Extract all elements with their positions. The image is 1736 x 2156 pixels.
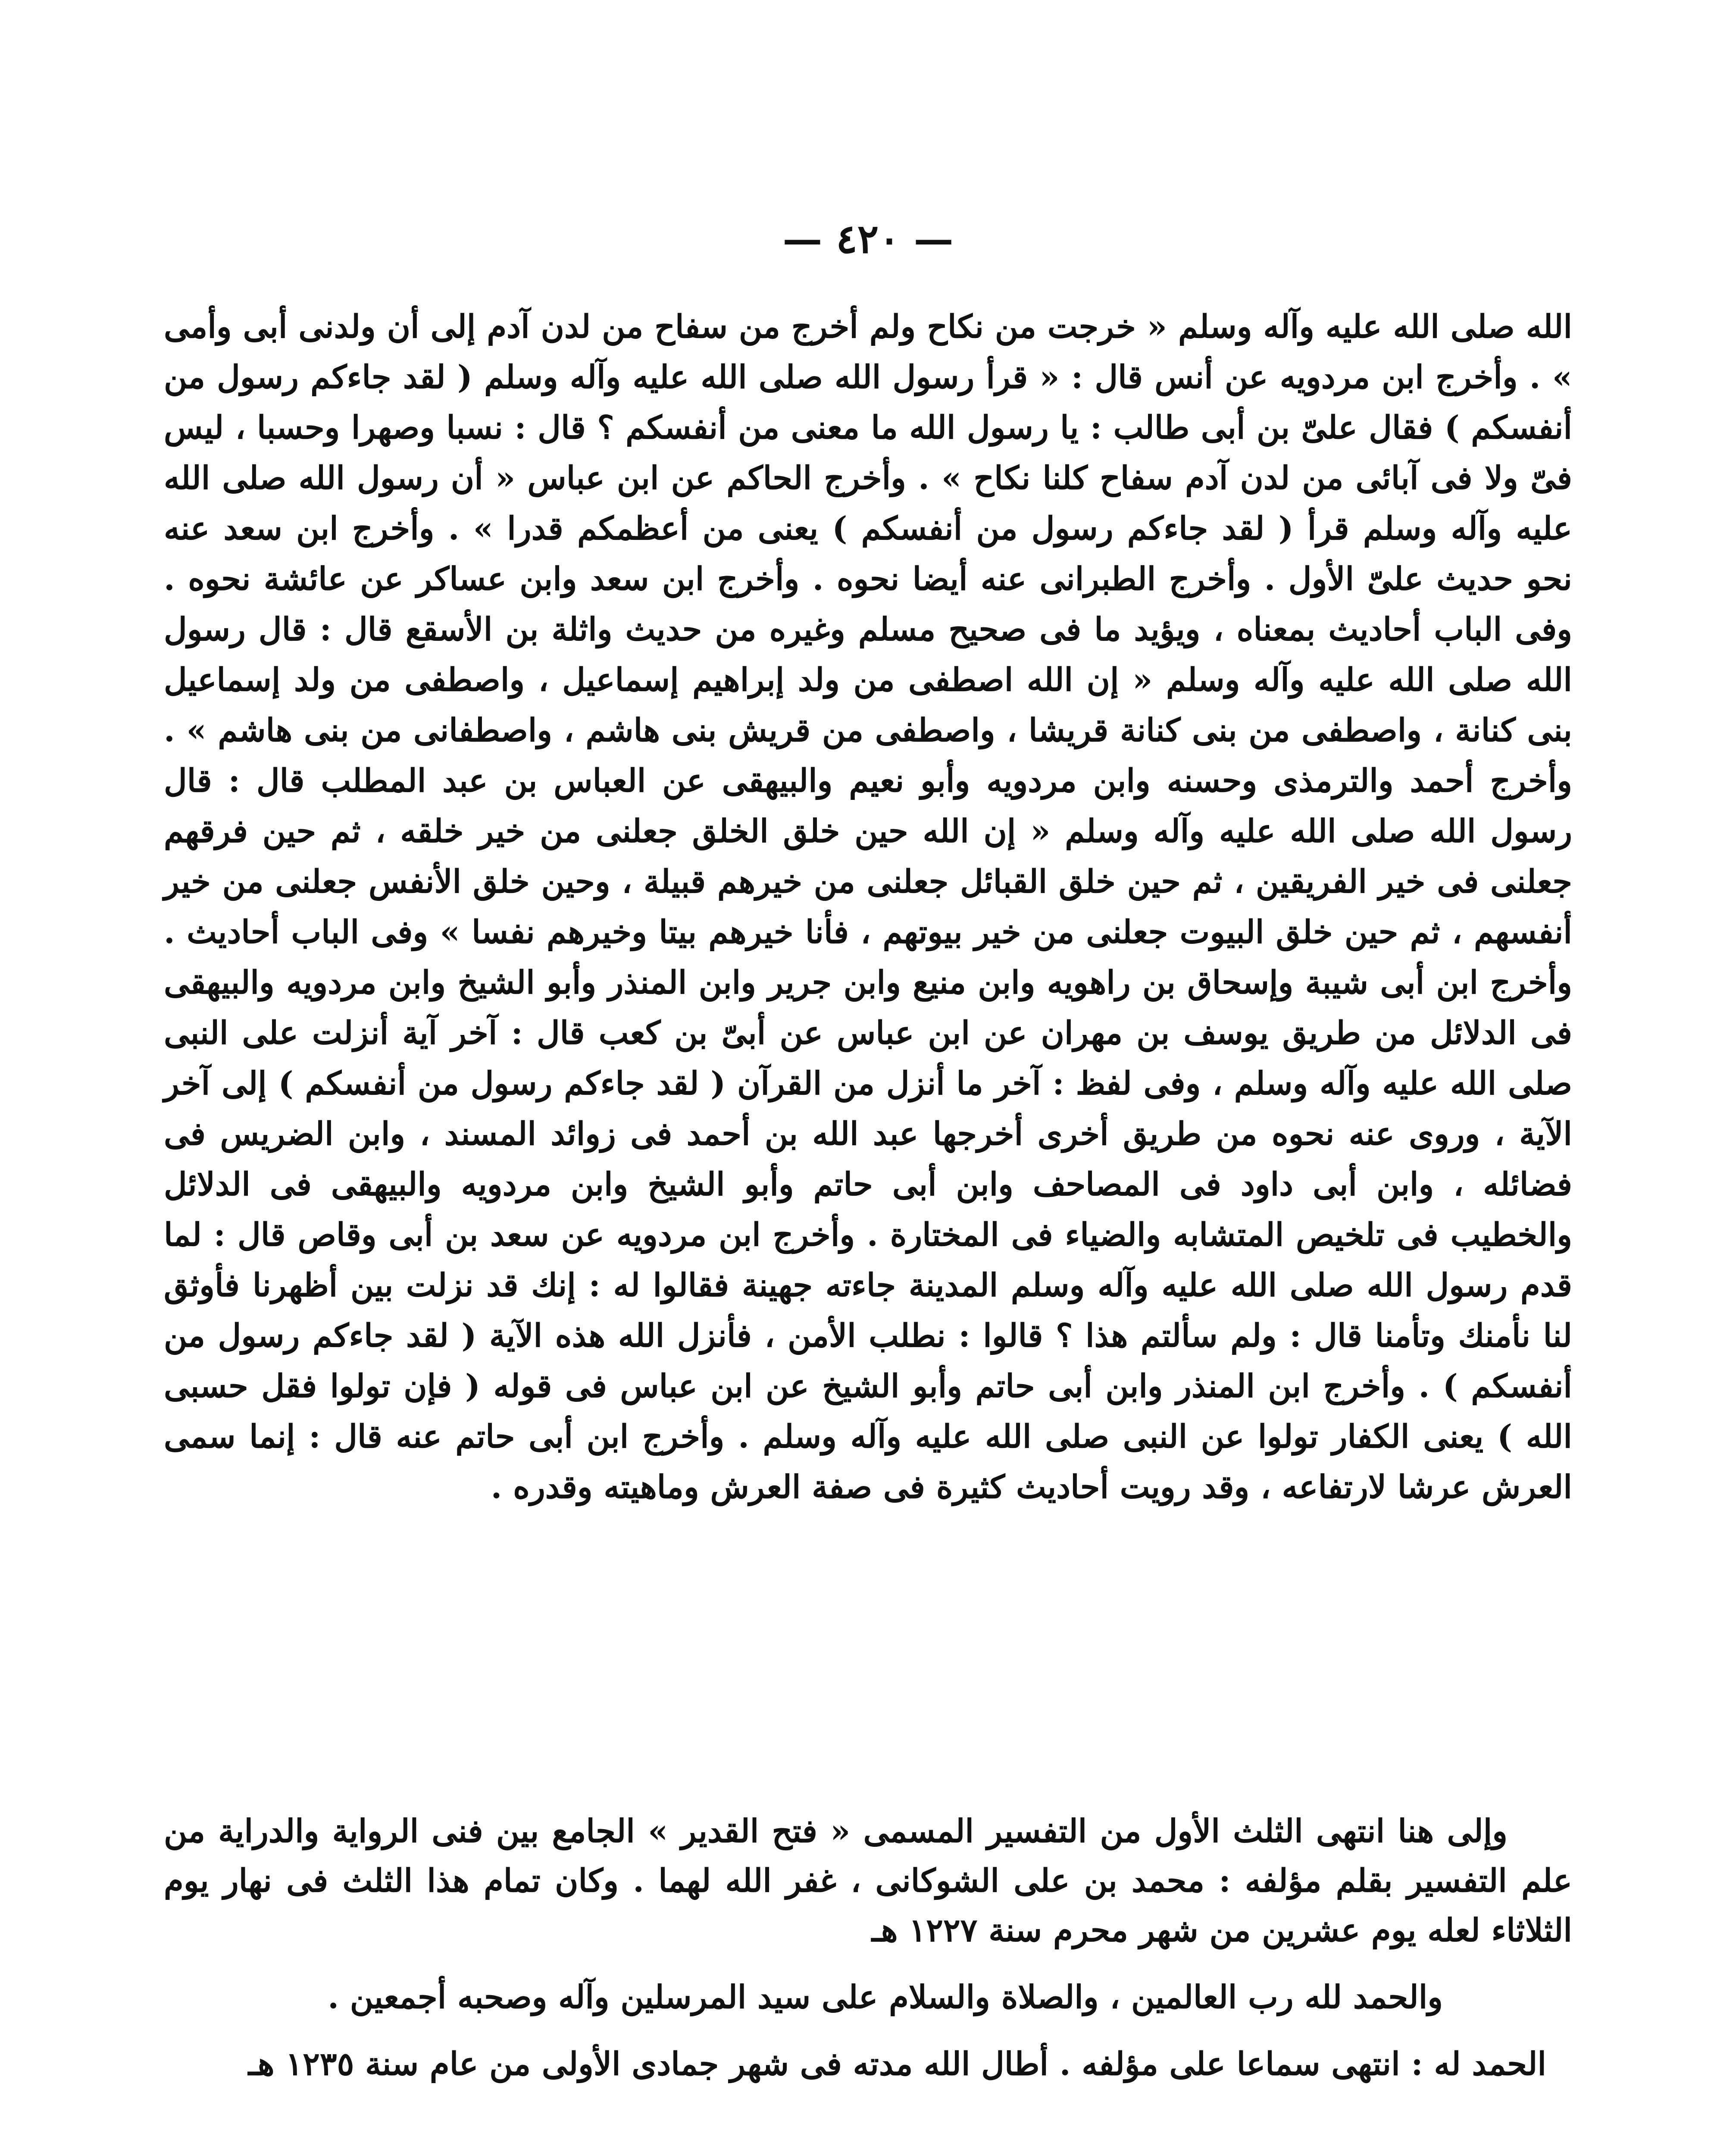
body-text: [164, 302, 1572, 1513]
colophon-completion-note: وإلى هنا انتهى الثلث الأول من التفسير المسمى « فتح القدير » الجامع بين فنى الرواية والدراية من علم التفسير بقلم مؤلفه : محمد بن على الشوكانى ، غفر الله لهما . وكان تمام هذا الثلث فى نهار يوم الثلاثاء لعله يوم عشرين من شهر محرم سنة ١٢٢٧ هـ: [164, 1813, 1572, 1949]
colophon: [164, 1807, 1572, 2089]
colophon-hearing-note: الحمد له : انتهى سماعا على مؤلفه . أطال الله مدته فى شهر جمادى الأولى من عام سنة ١٢٣٥ هـ: [248, 2046, 1546, 2083]
page-number: — ٤٢٠ —: [782, 216, 954, 262]
body-paragraph: الله صلى الله عليه وآله وسلم « خرجت من نكاح ولم أخرج من سفاح من لدن آدم إلى أن ولدنى أبى وأمى » . وأخرج ابن مردويه عن أنس قال : « قرأ رسول الله صلى الله عليه وآله وسلم ( لقد جاءكم رسول من أنفسكم ) فقال علىّ بن أبى طالب : يا رسول الله ما معنى من أنفسكم ؟ قال : نسبا وصهرا وحسبا ، ليس فىّ ولا فى آبائى من لدن آدم سفاح كلنا نكاح » . وأخرج الحاكم عن ابن عباس « أن رسول الله صلى الله عليه وآله وسلم قرأ ( لقد جاءكم رسول من أنفسكم ) يعنى من أعظمكم قدرا » . وأخرج ابن سعد عنه نحو حديث علىّ الأول . وأخرج الطبرانى عنه أيضا نحوه . وأخرج ابن سعد وابن عساكر عن عائشة نحوه . وفى الباب أحاديث بمعناه ، ويؤيد ما فى صحيح مسلم وغيره من حديث واثلة بن الأسقع قال : قال رسول الله صلى الله عليه وآله وسلم « إن الله اصطفى من ولد إبراهيم إسماعيل ، واصطفى من ولد إسماعيل بنى كنانة ، واصطفى من بنى كنانة قريشا ، واصطفى من قريش بنى هاشم ، واصطفانى من بنى هاشم » . وأخرج أحمد والترمذى وحسنه وابن مردويه وأبو نعيم والبيهقى عن العباس بن عبد المطلب قال : قال رسول الله صلى الله عليه وآله وسلم « إن الله حين خلق الخلق جعلنى من خير خلقه ، ثم حين فرقهم جعلنى فى خير الفريقين ، ثم حين خلق القبائل جعلنى من خيرهم قبيلة ، وحين خلق الأنفس جعلنى من خير أنفسهم ، ثم حين خلق البيوت جعلنى من خير بيوتهم ، فأنا خيرهم بيتا وخيرهم نفسا » وفى الباب أحاديث . وأخرج ابن أبى شيبة وإسحاق بن راهويه وابن منيع وابن جرير وابن المنذر وأبو الشيخ وابن مردويه والبيهقى فى الدلائل من طريق يوسف بن مهران عن ابن عباس عن أبىّ بن كعب قال : آخر آية أنزلت على النبى صلى الله عليه وآله وسلم ، وفى لفظ : آخر ما أنزل من القرآن ( لقد جاءكم رسول من أنفسكم ) إلى آخر الآية ، وروى عنه نحوه من طريق أخرى أخرجها عبد الله بن أحمد فى زوائد المسند ، وابن الضريس فى فضائله ، وابن أبى داود فى المصاحف وابن أبى حاتم وأبو الشيخ وابن مردويه والبيهقى فى الدلائل والخطيب فى تلخيص المتشابه والضياء فى المختارة . وأخرج ابن مردويه عن سعد بن أبى وقاص قال : لما قدم رسول الله صلى الله عليه وآله وسلم المدينة جاءته جهينة فقالوا له : إنك قد نزلت بين أظهرنا فأوثق لنا نأمنك وتأمنا قال : ولم سألتم هذا ؟ قالوا : نطلب الأمن ، فأنزل الله هذه الآية ( لقد جاءكم رسول من أنفسكم ) . وأخرج ابن المنذر وابن أبى حاتم وأبو الشيخ عن ابن عباس فى قوله ( فإن تولوا فقل حسبى الله ) يعنى الكفار تولوا عن النبى صلى الله عليه وآله وسلم . وأخرج ابن أبى حاتم عنه قال : إنما سمى العرش عرشا لارتفاعه ، وقد رويت أحاديث كثيرة فى صفة العرش وماهيته وقدره .: [164, 308, 1572, 1506]
colophon-praise: والحمد لله رب العالمين ، والصلاة والسلام على سيد المرسلين وآله وصحبه أجمعين .: [328, 1979, 1443, 2016]
